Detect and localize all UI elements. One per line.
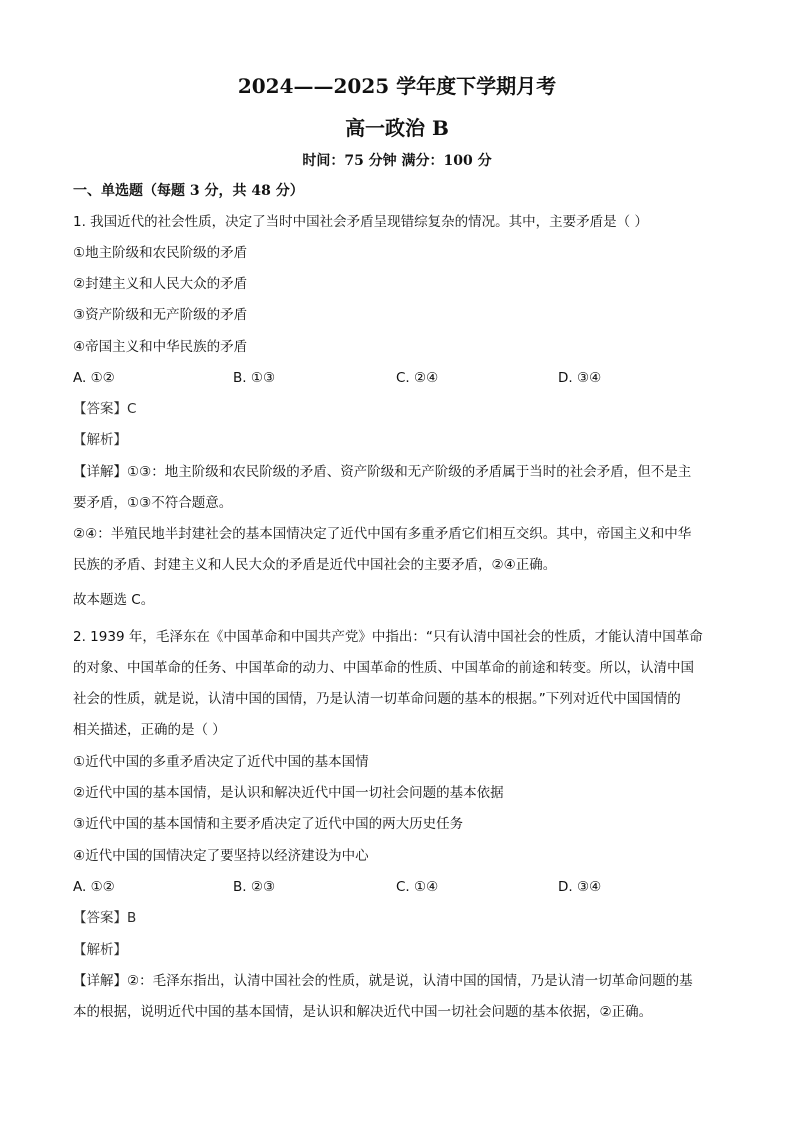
q2-option-c: C. ①④ — [396, 879, 439, 895]
q1-option-b: B. ①③ — [233, 370, 276, 386]
q1-detail-line: 民族的矛盾、封建主义和人民大众的矛盾是近代中国社会的主要矛盾，②④正确。 — [73, 557, 557, 573]
q2-option-b: B. ②③ — [233, 879, 276, 895]
q2-answer: 【答案】B — [73, 910, 137, 926]
q2-analysis-label: 【解析】 — [73, 942, 127, 958]
q2-option-d: D. ③④ — [558, 879, 602, 895]
q2-stem-line: 2. 1939 年，毛泽东在《中国革命和中国共产党》中指出：“只有认清中国社会的性质，才能认清中国革命 — [73, 629, 703, 645]
q2-detail-line: 本的根据，说明近代中国的基本国情，是认识和解决近代中国一切社会问题的基本依据，②正确。 — [73, 1004, 653, 1020]
exam-meta: 时间：75 分钟 满分：100 分 — [302, 153, 492, 169]
q2-stem-line: 的对象、中国革命的任务、中国革命的动力、中国革命的性质、中国革命的前途和转变。所以，认清中国 — [73, 660, 694, 676]
q1-option-d: D. ③④ — [558, 370, 602, 386]
q1-item: ③资产阶级和无产阶级的矛盾 — [73, 307, 248, 323]
q1-detail-line: 【详解】①③：地主阶级和农民阶级的矛盾、资产阶级和无产阶级的矛盾属于当时的社会矛盾，但不是主 — [73, 464, 692, 480]
q2-stem-line: 相关描述，正确的是（ ） — [73, 722, 226, 738]
exam-subject: 高一政治 B — [345, 116, 449, 140]
q1-stem: 1. 我国近代的社会性质，决定了当时中国社会矛盾呈现错综复杂的情况。其中，主要矛盾是（ ） — [73, 214, 648, 230]
q2-item: ①近代中国的多重矛盾决定了近代中国的基本国情 — [73, 754, 369, 770]
q2-item: ④近代中国的国情决定了要坚持以经济建设为中心 — [73, 848, 369, 864]
q1-option-c: C. ②④ — [396, 370, 439, 386]
q1-option-a: A. ①② — [73, 370, 115, 386]
q1-answer: 【答案】C — [73, 401, 137, 417]
q2-option-a: A. ①② — [73, 879, 115, 895]
q2-detail-line: 【详解】②：毛泽东指出，认清中国社会的性质，就是说，认清中国的国情，乃是认清一切革命问题的基 — [73, 973, 693, 989]
q1-analysis-label: 【解析】 — [73, 432, 127, 448]
q2-stem-line: 社会的性质，就是说，认清中国的国情，乃是认清一切革命问题的基本的根据。”下列对近代中国国情的 — [73, 691, 681, 707]
q1-item: ②封建主义和人民大众的矛盾 — [73, 276, 248, 292]
exam-title: 2024——2025 学年度下学期月考 — [237, 74, 557, 98]
q1-item: ④帝国主义和中华民族的矛盾 — [73, 339, 248, 355]
section-heading: 一、单选题（每题 3 分，共 48 分） — [73, 183, 304, 199]
q1-conclusion: 故本题选 C。 — [73, 592, 155, 608]
q2-item: ③近代中国的基本国情和主要矛盾决定了近代中国的两大历史任务 — [73, 816, 464, 832]
q1-item: ①地主阶级和农民阶级的矛盾 — [73, 245, 248, 261]
q2-item: ②近代中国的基本国情，是认识和解决近代中国一切社会问题的基本依据 — [73, 785, 504, 801]
q1-detail-line: 要矛盾，①③不符合题意。 — [73, 495, 233, 511]
q1-detail-line: ②④：半殖民地半封建社会的基本国情决定了近代中国有多重矛盾它们相互交织。其中，帝国主义和中华 — [73, 526, 692, 542]
